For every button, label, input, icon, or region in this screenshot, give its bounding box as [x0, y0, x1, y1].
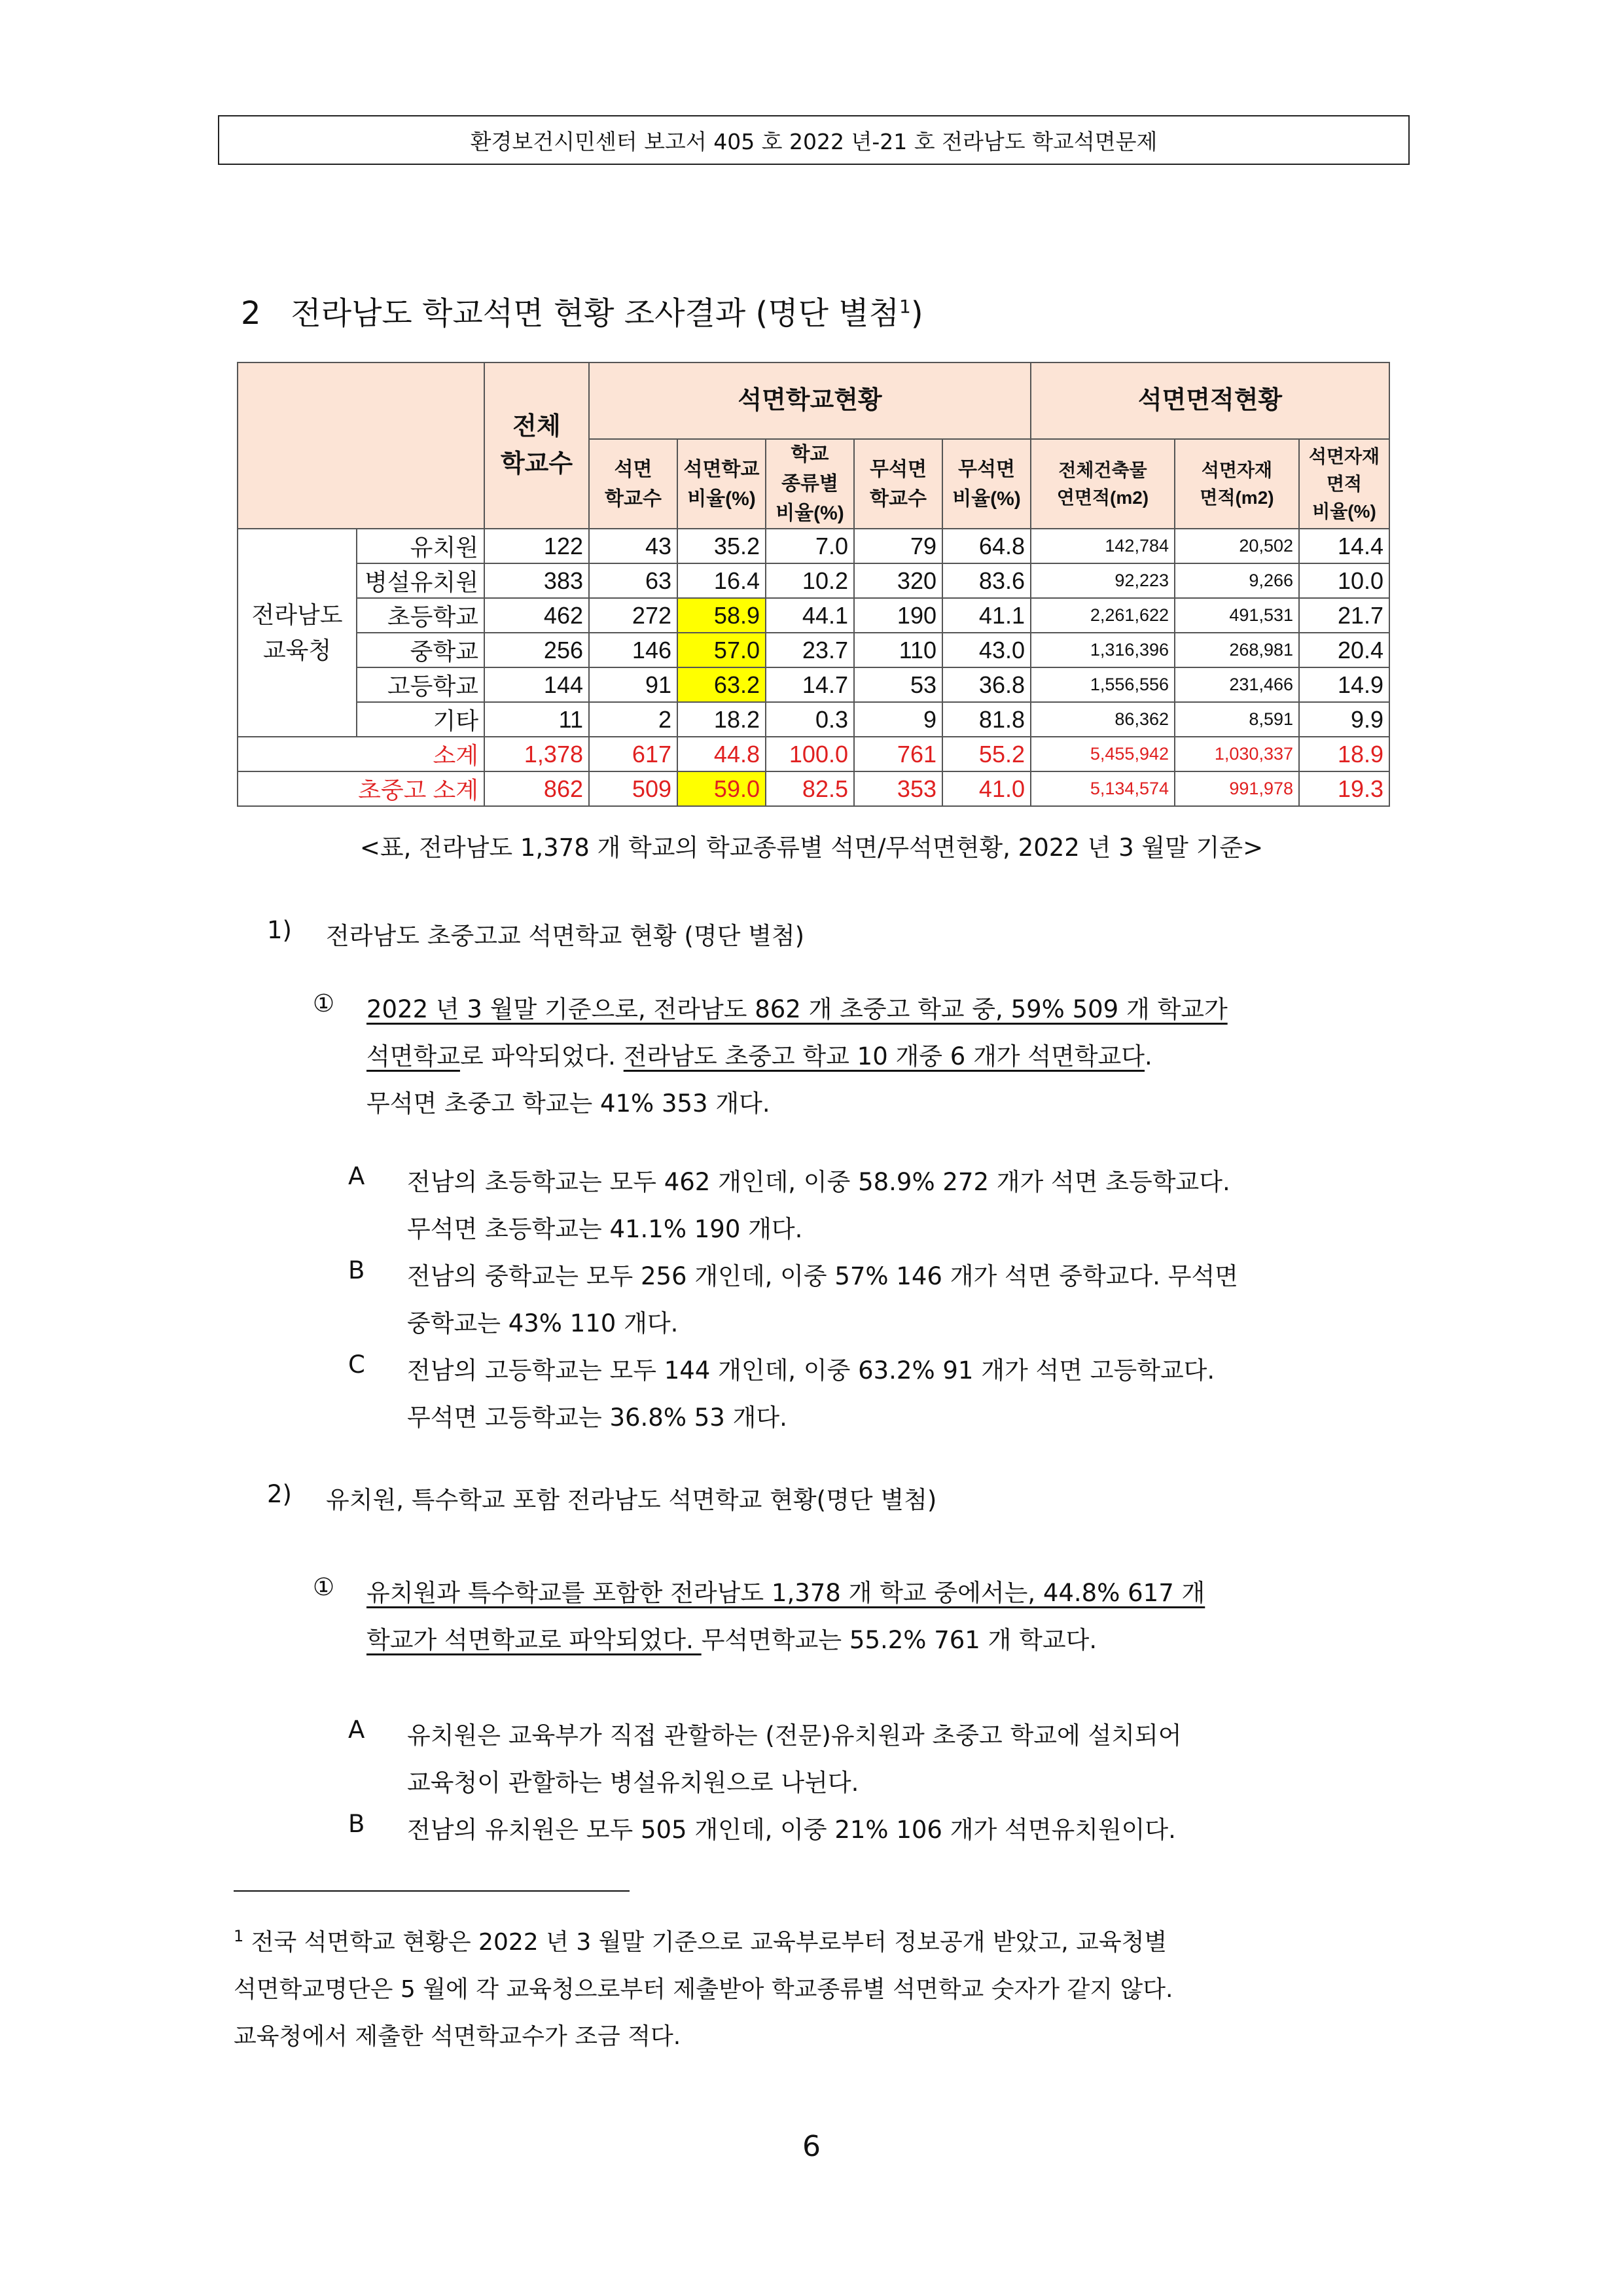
- table-cell: 10.2: [766, 563, 854, 598]
- table-body: [238, 529, 1389, 806]
- table-cell: 8,591: [1175, 702, 1299, 737]
- table-cell: 1,316,396: [1031, 633, 1175, 667]
- table-cell: 142,784: [1031, 529, 1175, 563]
- table-cell: 57.0: [677, 633, 766, 667]
- table-cell: 20.4: [1299, 633, 1389, 667]
- table-cell: 190: [854, 598, 942, 633]
- table-row: [238, 771, 1389, 806]
- row-label: 초등학교: [357, 598, 484, 633]
- table-cell: 144: [484, 667, 589, 702]
- table-cell: 2,261,622: [1031, 598, 1175, 633]
- table-cell: 1,556,556: [1031, 667, 1175, 702]
- table-cell: 83.6: [942, 563, 1031, 598]
- table-row: [238, 529, 1389, 563]
- table-cell: 21.7: [1299, 598, 1389, 633]
- row-label: 기타: [357, 702, 484, 737]
- s2-circle-marker: ①: [313, 1573, 335, 1601]
- row-label: 초중고 소계: [238, 771, 484, 806]
- table-cell: 9,266: [1175, 563, 1299, 598]
- table-cell: 63: [589, 563, 677, 598]
- s1-marker: 1): [267, 916, 292, 944]
- s2-a-line1: 유치원은 교육부가 직접 관할하는 (전문)유치원과 초중고 학교에 설치되어: [407, 1722, 1182, 1750]
- table-cell: 14.9: [1299, 667, 1389, 702]
- table-row: [238, 633, 1389, 667]
- footnote-line3: 교육청에서 제출한 석면학교수가 조금 적다.: [234, 2023, 681, 2050]
- column-header: 석면자재 면적(m2): [1175, 439, 1299, 529]
- table-row: [238, 563, 1389, 598]
- table-cell: 91: [589, 667, 677, 702]
- table-cell: 231,466: [1175, 667, 1299, 702]
- s2-a-marker: A: [348, 1716, 365, 1744]
- table-caption: <표, 전라남도 1,378 개 학교의 학교종류별 석면/무석면현황, 2022 년 3 월말 기준>: [359, 834, 1264, 862]
- column-header: 무석면 비율(%): [942, 439, 1031, 529]
- table-cell: 11: [484, 702, 589, 737]
- table-cell: 5,455,942: [1031, 737, 1175, 771]
- footnote-text1: 전국 석면학교 현황은 2022 년 3 월말 기준으로 교육부로부터 정보공개 받았고, 교육청별: [251, 1929, 1168, 1956]
- table-cell: 58.9: [677, 598, 766, 633]
- s1-a-marker: A: [348, 1162, 365, 1190]
- table-cell: 41.1: [942, 598, 1031, 633]
- column-header: 석면학교 비율(%): [677, 439, 766, 529]
- table-cell: 14.4: [1299, 529, 1389, 563]
- table-cell: 256: [484, 633, 589, 667]
- table-row: [238, 598, 1389, 633]
- footnote-ref: 1: [899, 296, 911, 317]
- table-cell: 491,531: [1175, 598, 1299, 633]
- table-cell: 20,502: [1175, 529, 1299, 563]
- table-cell: 268,981: [1175, 633, 1299, 667]
- row-label: 중학교: [357, 633, 484, 667]
- section-title: [241, 288, 923, 333]
- table-cell: 18.2: [677, 702, 766, 737]
- table-cell: 79: [854, 529, 942, 563]
- table-cell: 43.0: [942, 633, 1031, 667]
- s1-line2b: 로 파악되었다.: [459, 1042, 624, 1070]
- s2-line2b: 무석면학교는 55.2% 761 개 학교다.: [701, 1626, 1097, 1654]
- table-cell: 16.4: [677, 563, 766, 598]
- table-cell: 383: [484, 563, 589, 598]
- table-cell: 110: [854, 633, 942, 667]
- section-number: 2: [241, 295, 261, 332]
- section-title-close: ): [910, 295, 923, 332]
- table-cell: 5,134,574: [1031, 771, 1175, 806]
- table-row: [238, 702, 1389, 737]
- table-cell: 44.1: [766, 598, 854, 633]
- s1-line2d: .: [1145, 1042, 1152, 1070]
- row-group-label: 전라남도 교육청: [238, 529, 357, 737]
- row-label: 병설유치원: [357, 563, 484, 598]
- table-cell: 36.8: [942, 667, 1031, 702]
- header-total: 전체 학교수: [484, 362, 589, 529]
- table-cell: 55.2: [942, 737, 1031, 771]
- s1-c-line2: 무석면 고등학교는 36.8% 53 개다.: [407, 1404, 787, 1432]
- table-cell: 353: [854, 771, 942, 806]
- header-corner: [238, 362, 484, 529]
- s1-c-marker: C: [348, 1351, 365, 1379]
- s1-c-line1: 전남의 고등학교는 모두 144 개인데, 이중 63.2% 91 개가 석면 고등학교다.: [407, 1356, 1215, 1385]
- table-cell: 14.7: [766, 667, 854, 702]
- header-group-asbestos-area: 석면면적현황: [1031, 362, 1389, 439]
- s2-title: 유치원, 특수학교 포함 전라남도 석면학교 현황(명단 별첨): [326, 1486, 937, 1514]
- s1-b-marker: B: [348, 1256, 365, 1284]
- footnote-line2: 석면학교명단은 5 월에 각 교육청으로부터 제출받아 학교종류별 석면학교 숫자가 같지 않다.: [234, 1976, 1173, 2003]
- s1-line2: [366, 1036, 1152, 1072]
- s1-line3: 무석면 초중고 학교는 41% 353 개다.: [366, 1089, 770, 1118]
- column-header: 무석면 학교수: [854, 439, 942, 529]
- table-cell: 272: [589, 598, 677, 633]
- column-header: 학교 종류별 비율(%): [766, 439, 854, 529]
- table-cell: 462: [484, 598, 589, 633]
- footnote-line1: [234, 1924, 1167, 1957]
- table-cell: 2: [589, 702, 677, 737]
- table-cell: 82.5: [766, 771, 854, 806]
- table-cell: 100.0: [766, 737, 854, 771]
- section-title-text: 전라남도 학교석면 현황 조사결과 (명단 별첨: [291, 295, 899, 332]
- s1-b-line1: 전남의 중학교는 모두 256 개인데, 이중 57% 146 개가 석면 중학교다. 무석면: [407, 1262, 1238, 1290]
- table-cell: 320: [854, 563, 942, 598]
- table-cell: 991,978: [1175, 771, 1299, 806]
- s1-b-line2: 중학교는 43% 110 개다.: [407, 1309, 679, 1337]
- s1-title: 전라남도 초중고교 석면학교 현황 (명단 별첨): [326, 922, 805, 950]
- table-cell: 1,030,337: [1175, 737, 1299, 771]
- row-label: 유치원: [357, 529, 484, 563]
- page-number: 6: [802, 2130, 821, 2163]
- s1-line2a: 석면학교: [366, 1042, 460, 1070]
- table-cell: 509: [589, 771, 677, 806]
- table-cell: 64.8: [942, 529, 1031, 563]
- table-row: [238, 667, 1389, 702]
- s2-line2: [366, 1620, 1097, 1655]
- table-cell: 43: [589, 529, 677, 563]
- table-cell: 81.8: [942, 702, 1031, 737]
- s1-a-line1: 전남의 초등학교는 모두 462 개인데, 이중 58.9% 272 개가 석면 초등학교다.: [407, 1168, 1230, 1196]
- table-cell: 0.3: [766, 702, 854, 737]
- s1-line2c: 전라남도 초중고 학교 10 개중 6 개가 석면학교다: [623, 1042, 1145, 1070]
- table-cell: 9: [854, 702, 942, 737]
- table-cell: 19.3: [1299, 771, 1389, 806]
- footnote-divider: [234, 1890, 630, 1892]
- row-label: 소계: [238, 737, 484, 771]
- table-cell: 862: [484, 771, 589, 806]
- s1-a-line2: 무석면 초등학교는 41.1% 190 개다.: [407, 1215, 803, 1243]
- table-row: [238, 737, 1389, 771]
- s2-a-line2: 교육청이 관할하는 병설유치원으로 나뉜다.: [407, 1769, 859, 1797]
- table-cell: 59.0: [677, 771, 766, 806]
- column-header: 석면 학교수: [589, 439, 677, 529]
- s2-line2a: 학교가 석면학교로 파악되었다.: [366, 1626, 702, 1654]
- table-cell: 761: [854, 737, 942, 771]
- asbestos-table: [237, 362, 1389, 818]
- table-cell: 44.8: [677, 737, 766, 771]
- s2-b-marker: B: [348, 1810, 365, 1838]
- s2-marker: 2): [267, 1480, 292, 1508]
- table-cell: 122: [484, 529, 589, 563]
- table-cell: 617: [589, 737, 677, 771]
- table-cell: 18.9: [1299, 737, 1389, 771]
- s2-line1: 유치원과 특수학교를 포함한 전라남도 1,378 개 학교 중에서는, 44.8% 617 개: [366, 1579, 1205, 1607]
- table-cell: 41.0: [942, 771, 1031, 806]
- s1-line1: 2022 년 3 월말 기준으로, 전라남도 862 개 초중고 학교 중, 59% 509 개 학교가: [366, 995, 1228, 1023]
- footnote-number: 1: [234, 1927, 244, 1945]
- table-cell: 10.0: [1299, 563, 1389, 598]
- row-label: 고등학교: [357, 667, 484, 702]
- table-cell: 92,223: [1031, 563, 1175, 598]
- table-cell: 1,378: [484, 737, 589, 771]
- table-cell: 146: [589, 633, 677, 667]
- column-header: 석면자재 면적 비율(%): [1299, 439, 1389, 529]
- table-cell: 9.9: [1299, 702, 1389, 737]
- table-cell: 35.2: [677, 529, 766, 563]
- report-header: 환경보건시민센터 보고서 405 호 2022 년-21 호 전라남도 학교석면문제: [218, 115, 1410, 165]
- header-group-asbestos-schools: 석면학교현황: [589, 362, 1031, 439]
- table-cell: 63.2: [677, 667, 766, 702]
- s2-b-line1: 전남의 유치원은 모두 505 개인데, 이중 21% 106 개가 석면유치원이다.: [407, 1816, 1176, 1844]
- table-cell: 7.0: [766, 529, 854, 563]
- table-cell: 53: [854, 667, 942, 702]
- s1-circle-marker: ①: [313, 989, 335, 1017]
- table-cell: 23.7: [766, 633, 854, 667]
- column-header: 전체건축물 연면적(m2): [1031, 439, 1175, 529]
- table-cell: 86,362: [1031, 702, 1175, 737]
